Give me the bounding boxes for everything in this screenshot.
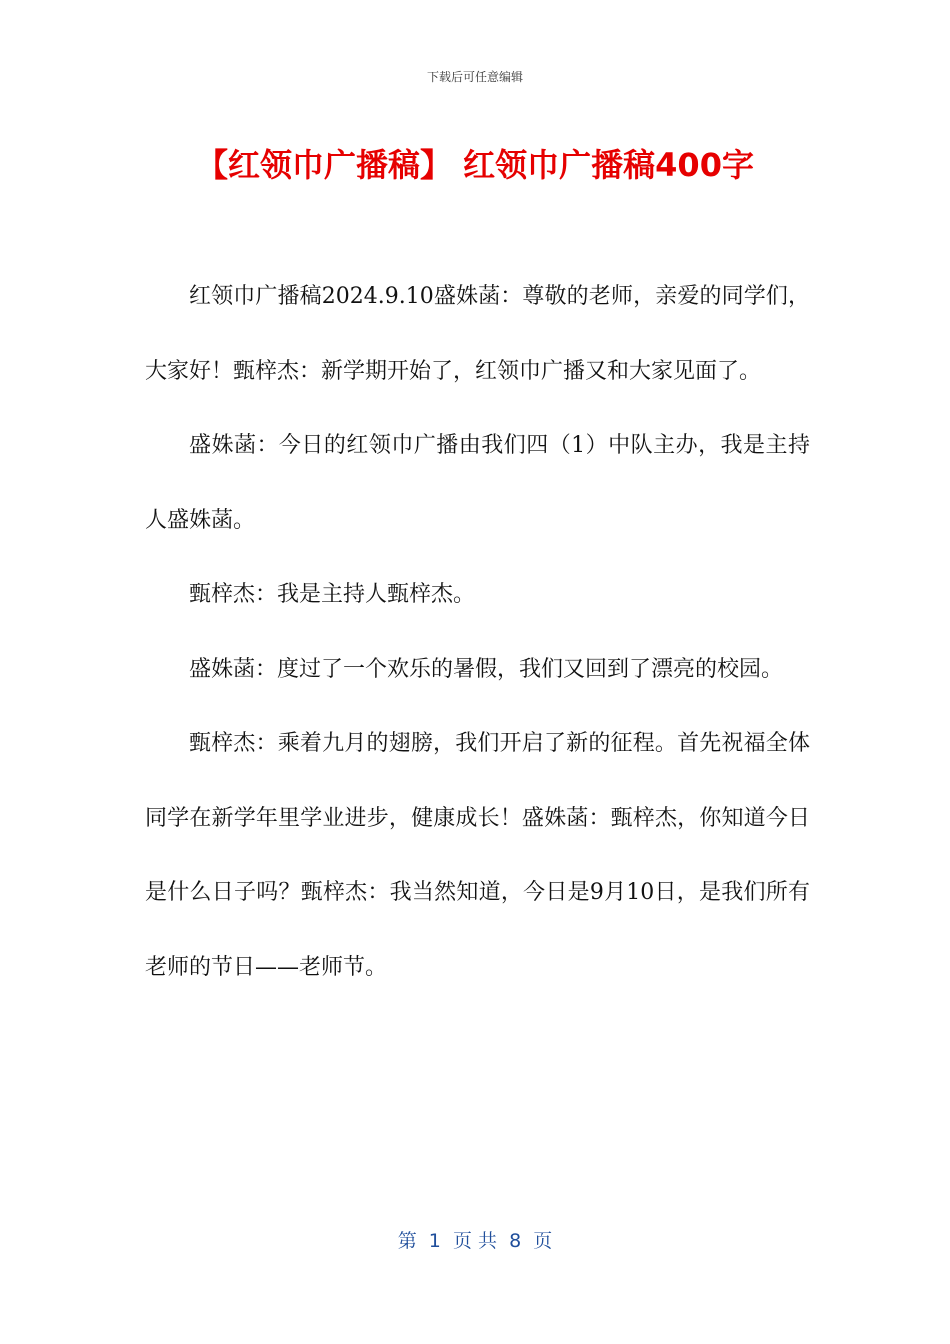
paragraph: 盛姝菡：今日的红领巾广播由我们四（1）中队主办，我是主持人盛姝菡。	[145, 433, 810, 533]
header-note: 下载后可任意编辑	[426, 70, 523, 84]
paragraph: 盛姝菡：度过了一个欢乐的暑假，我们又回到了漂亮的校园。	[189, 656, 784, 682]
paragraph: 甄梓杰：我是主持人甄梓杰。	[189, 582, 476, 607]
document-title: 【红领巾广播稿】 红领巾广播稿400字	[196, 146, 754, 184]
paragraph: 甄梓杰：乘着九月的翅膀，我们开启了新的征程。首先祝福全体同学在新学年里学业进步，健康成长！盛姝菡：甄梓杰，你知道今日是什么日子吗？甄梓杰：我当然知道，今日是9月10日，是我们所有老师的节日——老师节。	[145, 731, 810, 980]
page-number-footer: 第 1 页 共 8 页	[397, 1230, 553, 1252]
document-body	[145, 260, 810, 1005]
paragraph: 红领巾广播稿2024.9.10盛姝菡：尊敬的老师，亲爱的同学们，大家好！甄梓杰：新学期开始了，红领巾广播又和大家见面了。	[145, 284, 810, 384]
